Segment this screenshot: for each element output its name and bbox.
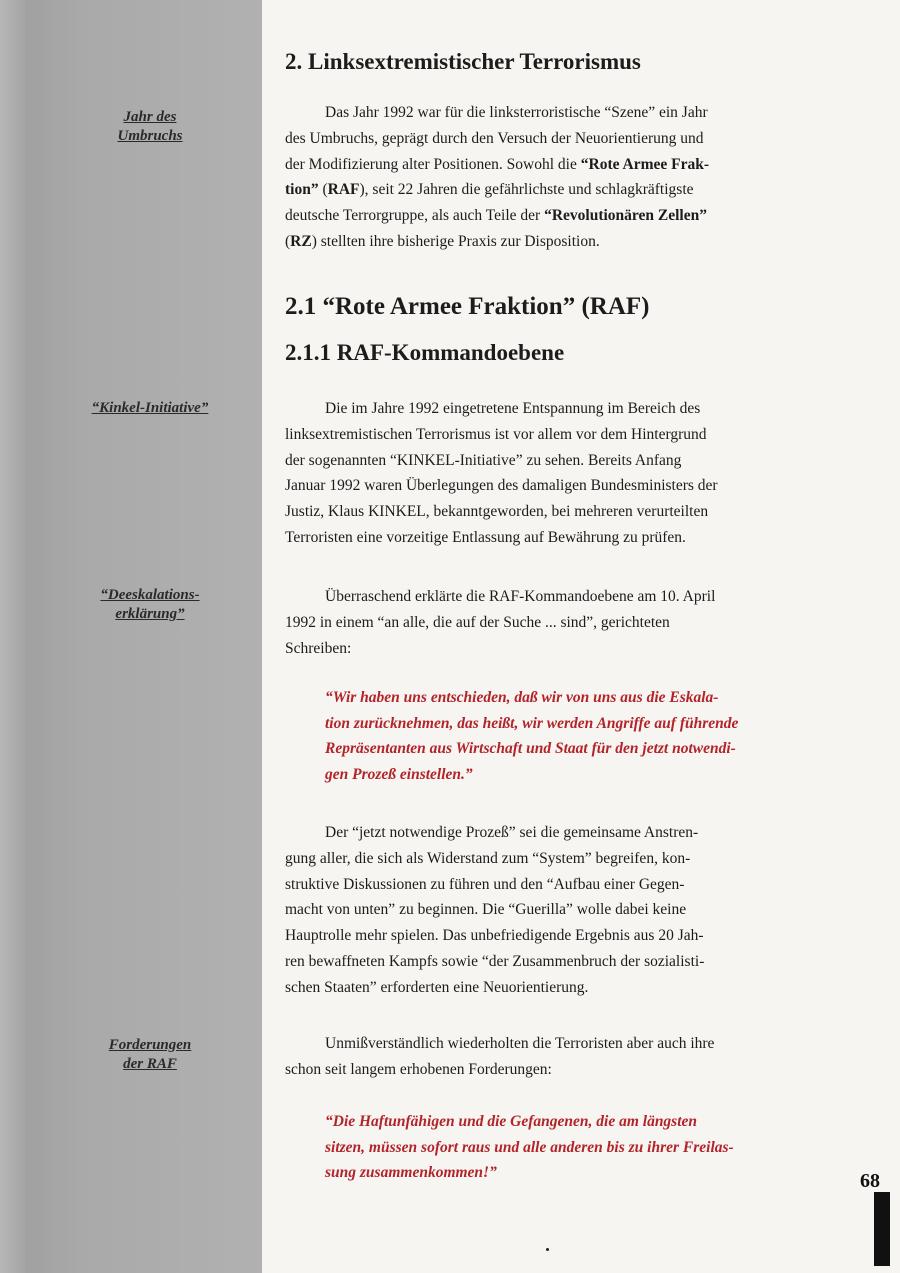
subsection-heading-raf: 2.1 “Rote Armee Fraktion” (RAF) bbox=[285, 293, 650, 320]
paragraph-kinkel-initiative: Die im Jahre 1992 eingetretene Entspannung im Bereich des linksextremistischen Terrorismus ist vor allem vor dem Hintergrund der sogenannten “KINKEL-Initiative” zu sehen. Bereits Anfang Januar 1992 waren Überlegungen des damaligen Bundesministers der Justiz, Klaus KINKEL, bekanntgeworden, bei mehreren verurteilten Terroristen eine vorzeitige Entlassung auf Bewährung zu prüfen. bbox=[285, 400, 718, 546]
margin-note-deeskalationserklaerung: “Deeskalations- erklärung” bbox=[100, 587, 200, 622]
margin-note-forderungen-der-raf: Forderungen der RAF bbox=[108, 1037, 192, 1072]
paragraph-notwendiger-prozess: Der “jetzt notwendige Prozeß” sei die gemeinsame Anstren- gung aller, die sich als Widerstand zum “System” begreifen, kon- struktive Diskussionen zu führen und den “Aufbau einer Gegen- macht von unten” zu beginnen. Die “Guerilla” wolle dabei keine Hauptrolle mehr spielen. Das unbefriedigende Ergebnis aus 20 Jah- ren bewaffneten Kampfs sowie “der Zusammenbruch der sozialisti- schen Staaten” erforderten eine Neuorientierung. bbox=[285, 824, 705, 996]
paragraph-jahr-des-umbruchs: Das Jahr 1992 war für die linksterroristische “Szene” ein Jahr des Umbruchs, geprägt durch den Versuch der Neuorientierung und der Modifizierung alter Positionen. Sowohl die “Rote Armee Frak- tion” (RAF), seit 22 Jahren die gefährlichste und schlagkräftigste deutsche Terrorgruppe, als auch Teile der “Revolutionären Zellen” (RZ) stellten ihre bisherige Praxis zur Disposition. bbox=[285, 104, 710, 250]
page-number: 68 bbox=[860, 1170, 880, 1192]
margin-column bbox=[0, 0, 262, 1273]
quote-raf-erklaerung: “Wir haben uns entschieden, daß wir von uns aus die Eskala- tion zurücknehmen, das heißt, wir werden Angriffe auf führende Repräsentanten aus Wirtschaft und Staat für den jetzt notwendi- gen Prozeß einstellen.” bbox=[325, 689, 739, 783]
margin-note-jahr-des-umbruchs: Jahr des Umbruchs bbox=[117, 109, 183, 144]
subsubsection-heading-raf-kommandoebene: 2.1.1 RAF-Kommandoebene bbox=[285, 340, 565, 365]
page-edge-shadow bbox=[0, 0, 26, 1273]
paragraph-deeskalation: Überraschend erklärte die RAF-Kommandoebene am 10. April 1992 in einem “an alle, die auf der Suche ... sind”, gerichteten Schreiben: bbox=[285, 588, 716, 657]
quote-raf-forderungen: “Die Haftunfähigen und die Gefangenen, die am längsten sitzen, müssen sofort raus und alle anderen bis zu ihrer Freilas- sung zusammenkommen!” bbox=[325, 1113, 734, 1181]
scan-speck bbox=[546, 1248, 549, 1251]
margin-note-kinkel-initiative: “Kinkel-Initiative” bbox=[91, 400, 209, 416]
paragraph-forderungen: Unmißverständlich wiederholten die Terroristen aber auch ihre schon seit langem erhobenen Forderungen: bbox=[285, 1035, 715, 1078]
thumb-index-mark bbox=[874, 1192, 890, 1266]
section-heading-linksextremistischer-terrorismus: 2. Linksextremistischer Terrorismus bbox=[285, 49, 641, 74]
